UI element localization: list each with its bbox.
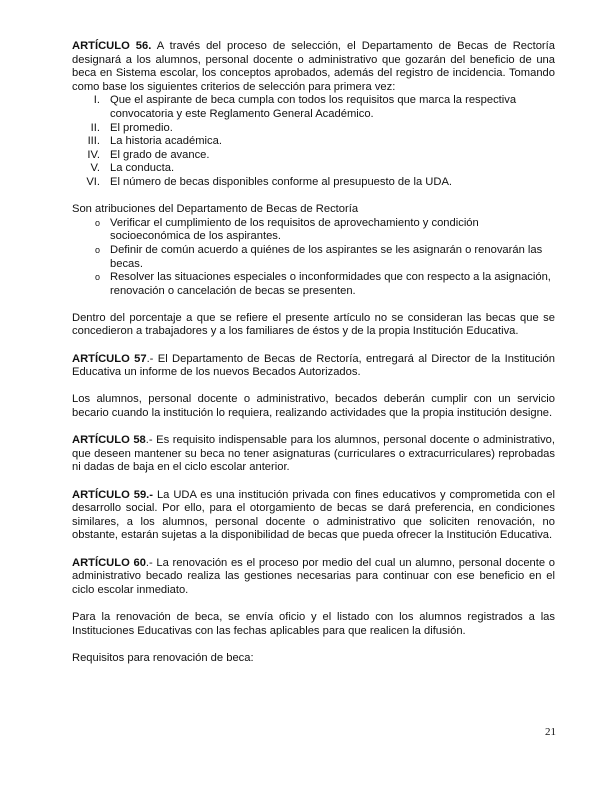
list-number: III. (87, 135, 100, 148)
list-text: La conducta. (110, 162, 175, 175)
art56-body: A través del proceso de selección, el Departamento de Becas de Rectoría designará a los alumnos, personal docente o administrativo que gozarán del beneficio de una beca en Sistema escolar, los conceptos aprobados, además del registro de incidencia. Tomando como base los siguientes criterios de selección para primera vez: (72, 40, 555, 93)
art60-body: .- La renovación es el proceso por medio del cual un alumno, personal docente o administrativo becado realiza las gestiones necesarias para continuar con ese beneficio en el ciclo escolar inmediato. (72, 556, 555, 596)
art57-extra: Los alumnos, personal docente o administrativo, becados deberán cumplir con un servicio becario cuando la institución lo requiera, realizando actividades que la propia institución designe. (72, 393, 555, 420)
renewal-paragraph: Para la renovación de beca, se envía oficio y el listado con los alumnos registrados a las Instituciones Educativas con las fechas aplicables para que realicen la difusión. (72, 610, 555, 637)
page-number: 21 (545, 726, 556, 738)
art56-heading: ARTÍCULO 56. (72, 40, 152, 52)
list-text: La historia académica. (110, 135, 222, 148)
list-text: Resolver las situaciones especiales o inconformidades que con respecto a la asignación, renovación o cancelación de becas se presenten. (110, 271, 551, 297)
list-text: El grado de avance. (110, 148, 210, 161)
bullet-icon: o (94, 217, 100, 228)
list-text: Definir de común acuerdo a quiénes de los aspirantes se les asignarán o renovarán las becas. (110, 243, 543, 270)
attributions-list (72, 217, 555, 299)
art58-body: .- Es requisito indispensable para los alumnos, personal docente o administrativo, que deseen mantener su beca no tener asignaturas (curriculares o extracurriculares) reprobadas ni dadas de baja en el ciclo escolar anterior. (72, 434, 555, 474)
art60-paragraph (72, 557, 555, 598)
attributions-intro: Son atribuciones del Departamento de Becas de Rectoría (72, 203, 359, 216)
list-item (72, 176, 555, 190)
list-number: VI. (86, 175, 100, 188)
list-item (72, 122, 555, 136)
list-number: I. (93, 94, 100, 107)
art59-heading: ARTÍCULO 59.- (72, 488, 154, 501)
art58-paragraph (72, 434, 555, 475)
art56-paragraph (72, 40, 555, 94)
list-number: II. (90, 121, 100, 134)
list-text: El número de becas disponibles conforme al presupuesto de la UDA. (110, 175, 453, 188)
list-item (72, 244, 555, 271)
list-item (72, 271, 555, 298)
art57-heading: ARTÍCULO 57 (72, 352, 147, 365)
list-text: Verificar el cumplimiento de los requisitos de aprovechamiento y condición socioeconómica de los aspirantes. (110, 216, 479, 243)
list-item (72, 94, 555, 121)
list-item (72, 149, 555, 163)
list-number: V. (90, 162, 100, 175)
art56-closing: Dentro del porcentaje a que se refiere el presente artículo no se consideran las becas que se concedieron a trabajadores y a los familiares de éstos y de la propia Institución Educativa. (72, 311, 555, 338)
art57-paragraph (72, 353, 555, 380)
art58-heading: ARTÍCULO 58 (72, 434, 146, 447)
art57-body: .- El Departamento de Becas de Rectoría, entregará al Director de la Institución Educativa un informe de los nuevos Becados Autorizados. (72, 352, 555, 379)
art60-heading: ARTÍCULO 60 (72, 556, 146, 569)
list-text: Que el aspirante de beca cumpla con todos los requisitos que marca la respectiva convocatoria y este Reglamento General Académico. (110, 94, 517, 120)
selection-criteria-list (72, 94, 555, 189)
art59-paragraph (72, 489, 555, 543)
art59-body: La UDA es una institución privada con fines educativos y comprometida con el desarrollo social. Por ello, para el otorgamiento de becas se dará preferencia, en condiciones similares, a los alumnos, personal docente o administrativo que soliciten renovación, no obstante, estarán sujetas a la disponibilidad de becas que pueda ofrecer la Institución Educativa. (72, 488, 555, 542)
bullet-icon: o (94, 244, 100, 255)
bullet-icon: o (94, 272, 100, 283)
document-page (72, 40, 555, 665)
list-number: IV. (87, 148, 100, 161)
list-item (72, 162, 555, 176)
list-item (72, 135, 555, 149)
list-item (72, 217, 555, 244)
list-text: El promedio. (110, 121, 173, 134)
renewal-requirements-intro: Requisitos para renovación de beca: (72, 651, 254, 664)
